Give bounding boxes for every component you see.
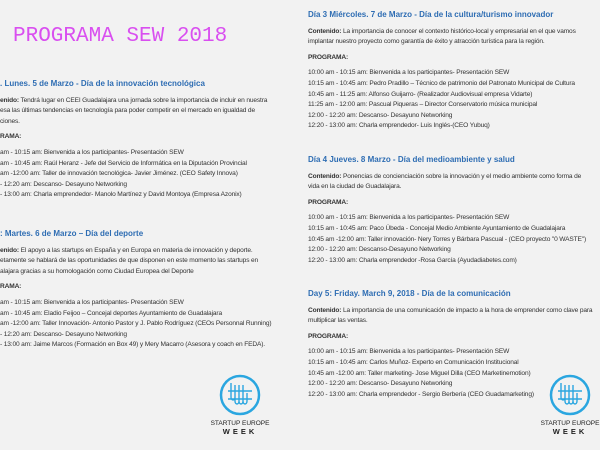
content-line <box>308 37 596 48</box>
schedule-text: Carlos Muñoz- Experto en Comunicación Institucional <box>367 358 519 366</box>
content-label: Contenido: <box>308 27 342 35</box>
schedule-item <box>308 256 596 267</box>
schedule-item <box>308 213 596 224</box>
content-line <box>308 306 596 317</box>
logo-text: STARTUP EUROPE <box>210 420 270 427</box>
schedule-item <box>0 180 296 191</box>
schedule-item <box>0 319 296 330</box>
content-line <box>0 256 296 267</box>
schedule-time: 10:15 am - 10:45 am: <box>308 224 368 232</box>
schedule-time: 10:00 am - 10:15 am: <box>308 69 368 77</box>
schedule-time: - 12:20 am: <box>0 180 32 188</box>
schedule-time: 10:15 am - 10:45 am: <box>308 79 368 87</box>
day-section <box>308 10 596 132</box>
schedule-text: Taller marketing- Jose Miguel Dilla (CEO Marketinemotion) <box>366 369 531 377</box>
content-text: esa las últimas tendencias en tecnología para poder competir en el mercado en igualdad de <box>0 107 255 115</box>
schedule-item <box>308 245 596 256</box>
programa-label: PROGRAMA: <box>308 332 349 340</box>
schedule-time: 10:45 am -12:00 am: <box>308 369 366 377</box>
schedule-text: Raúl Heranz - Jefe del Servicio de Informática en la Diputación Provincial <box>42 159 247 167</box>
day-section <box>0 79 296 201</box>
schedule-text: Eladio Feijoo – Concejal deportes Ayuntamiento de Guadalajara <box>42 309 222 317</box>
schedule-item <box>0 159 296 170</box>
day-heading: : Martes. 6 de Marzo – Día del deporte <box>0 229 144 238</box>
schedule-item <box>308 111 596 122</box>
day-heading: Día 4 Jueves. 8 Marzo - Día del medioambiente y salud <box>308 155 515 164</box>
content-text: La importancia de conocer el contexto histórico-local y empresarial en el que vamos <box>341 27 576 35</box>
schedule-time: - 12:20 am: <box>0 330 32 338</box>
schedule-text: Descanso- Desayuno Networking <box>31 180 127 188</box>
schedule-item <box>308 68 596 79</box>
content-label: Contenido: <box>308 172 342 180</box>
schedule-text: Charla emprendedor- Manolo Martínez y David Montoya (Empresa Azonix) <box>31 191 242 199</box>
content-line <box>0 106 296 117</box>
schedule-text: Bienvenida a los participantes- Presentación SEW <box>367 214 510 222</box>
schedule-item <box>308 100 596 111</box>
schedule-text: Pedro Pradillo – Técnico de patrimonio del Patronato Municipal de Cultura <box>367 79 575 87</box>
day-content <box>0 246 296 278</box>
content-text: El apoyo a las startups en España y en Europa en materia de innovación y deporte. <box>18 246 253 254</box>
sew-logo-icon <box>548 373 592 417</box>
schedule-item <box>0 190 296 201</box>
schedule-text: Taller Innovación- Antonio Pastor y J. Pablo Rodríguez (CEOs Personnal Running) <box>40 320 272 328</box>
content-label: enido: <box>0 246 19 254</box>
sew-logo-right <box>540 373 600 436</box>
schedule-item <box>0 148 296 159</box>
schedule-time: 10:00 am - 10:15 am: <box>308 348 368 356</box>
schedule-time: - 13:00 am: <box>0 341 32 349</box>
content-text: ciones. <box>0 117 20 125</box>
schedule-item <box>308 358 596 369</box>
logo-week: WEEK <box>222 427 258 436</box>
schedule-item <box>308 121 596 132</box>
schedule-time: 12:20 - 13:00 am: <box>308 256 358 264</box>
content-line <box>308 172 596 183</box>
programa-label: RAMA: <box>0 283 22 291</box>
schedule-time: 10:45 am - 11:25 am: <box>308 90 368 98</box>
schedule-text: Bienvenida a los participantes- Presentación SEW <box>42 148 184 156</box>
schedule-text: Bienvenida a los participantes- Presentación SEW <box>367 69 510 77</box>
schedule-text: Bienvenida a los participantes- Presentación SEW <box>42 298 184 306</box>
schedule-text: Charla emprendedor- Luis Inglés-(CEO Yubuq) <box>357 122 490 130</box>
content-line <box>308 182 596 193</box>
schedule-item <box>308 224 596 235</box>
content-line <box>0 96 296 107</box>
schedule-time: 12:20 - 13:00 am: <box>308 122 358 130</box>
schedule-time: 12:00 - 12:20 am: <box>308 380 358 388</box>
sew-logo-icon <box>218 373 262 417</box>
schedule-text: Taller de innovación tecnológica- Javier Jiménez. (CEO Safety Innova) <box>40 170 238 178</box>
content-line <box>0 267 296 278</box>
schedule-item <box>308 347 596 358</box>
schedule-text: Paco Úbeda - Concejal Medio Ambiente Ayuntamiento de Guadalajara <box>367 224 566 232</box>
schedule-item <box>308 79 596 90</box>
day-section <box>308 155 596 266</box>
schedule-time: am -12:00 am: <box>0 320 41 328</box>
day-content <box>308 306 596 327</box>
schedule-text: Descanso-Desayuno Networking <box>357 246 451 254</box>
schedule-text: Charla emprendedor - Sergio Berbería (CEO Guadamarketing) <box>357 390 534 398</box>
logo-text: STARTUP EUROPE <box>540 420 600 427</box>
schedule-text: Jaime Marcos (Formación en Box 49) y Mery Macarro (Asesora y coach en FEDA). <box>31 341 265 349</box>
programa-label: PROGRAMA: <box>308 53 349 61</box>
schedule-item <box>308 90 596 101</box>
day-heading: Day 5: Friday. March 9, 2018 - Día de la comunicación <box>308 289 511 298</box>
content-line <box>0 246 296 257</box>
schedule-time: 12:20 - 13:00 am: <box>308 390 358 398</box>
schedule-item <box>0 309 296 320</box>
content-label: Contenido: <box>308 306 342 314</box>
schedule-time: am - 10:45 am: <box>0 309 43 317</box>
content-text: La importancia de una comunicación de impacto a la hora de emprender como clave para <box>341 306 593 314</box>
content-text: implantar nuestro proyecto como garantía de éxito y atracción turística para la región. <box>308 38 545 46</box>
schedule-item <box>0 298 296 309</box>
schedule-time: 10:45 am -12:00 am: <box>308 235 366 243</box>
schedule-time: 10:00 am - 10:15 am: <box>308 214 368 222</box>
day-section <box>0 229 296 351</box>
programa-label: PROGRAMA: <box>308 198 349 206</box>
content-text: alajara gracias a su homologación como Ciudad Europea del Deporte <box>0 267 194 275</box>
schedule-text: Taller innovación- Nery Torres y Bárbara Pascual - (CEO proyecto "0 WASTE") <box>366 235 586 243</box>
day-heading: . Lunes. 5 de Marzo - Día de la innovación tecnológica <box>0 79 205 88</box>
page-title: PROGRAMA SEW 2018 <box>13 25 228 48</box>
content-text: Ponencias de concienciación sobre la innovación y el medio ambiente como forma de <box>341 172 582 180</box>
schedule-time: 12:00 - 12:20 am: <box>308 246 358 254</box>
schedule-text: Charla emprendedor -Rosa García (Ayudadiabetes.com) <box>357 256 517 264</box>
schedule-time: am - 10:15 am: <box>0 298 43 306</box>
schedule-time: 10:15 am - 10:45 am: <box>308 358 368 366</box>
schedule-text: Pascual Piqueras – Director Conservatorio música municipal <box>367 101 538 109</box>
logo-week: WEEK <box>552 427 588 436</box>
schedule-item <box>0 340 296 351</box>
day-content <box>308 27 596 48</box>
content-text: vida en la ciudad de Guadalajara. <box>308 183 402 191</box>
schedule-item <box>308 235 596 246</box>
schedule-time: - 13:00 am: <box>0 191 32 199</box>
schedule-text: Alfonso Guijarro- (Realizador Audiovisual empresa Vidarte) <box>367 90 533 98</box>
schedule-time: am - 10:45 am: <box>0 159 43 167</box>
schedule-time: 12:00 - 12:20 am: <box>308 111 358 119</box>
content-line <box>308 27 596 38</box>
schedule-text: Bienvenida a los participantes- Presentación SEW <box>367 348 510 356</box>
content-line <box>308 316 596 327</box>
schedule-item <box>0 330 296 341</box>
sew-logo <box>210 373 270 436</box>
schedule-time: am -12:00 am: <box>0 170 41 178</box>
schedule-item <box>0 169 296 180</box>
programa-label: RAMA: <box>0 133 22 141</box>
schedule-text: Descanso- Desayuno Networking <box>357 380 453 388</box>
content-line <box>0 117 296 128</box>
day-content <box>308 172 596 193</box>
content-label: enido: <box>0 96 19 104</box>
day-heading: Día 3 Miércoles. 7 de Marzo - Día de la cultura/turismo innovador <box>308 10 554 19</box>
schedule-time: am - 10:15 am: <box>0 148 43 156</box>
schedule-text: Descanso- Desayuno Networking <box>31 330 127 338</box>
day-content <box>0 96 296 128</box>
content-text: multiplicar las ventas. <box>308 317 368 325</box>
schedule-text: Descanso- Desayuno Networking <box>357 111 453 119</box>
schedule-time: 11:25 am - 12:00 am: <box>308 101 368 109</box>
content-text: etamente se hablará de las oportunidades de que disponen en este momento las startups en <box>0 257 259 265</box>
content-text: Tendrá lugar en CEEI Guadalajara una jornada sobre la importancia de incluir en nuestra <box>18 96 268 104</box>
